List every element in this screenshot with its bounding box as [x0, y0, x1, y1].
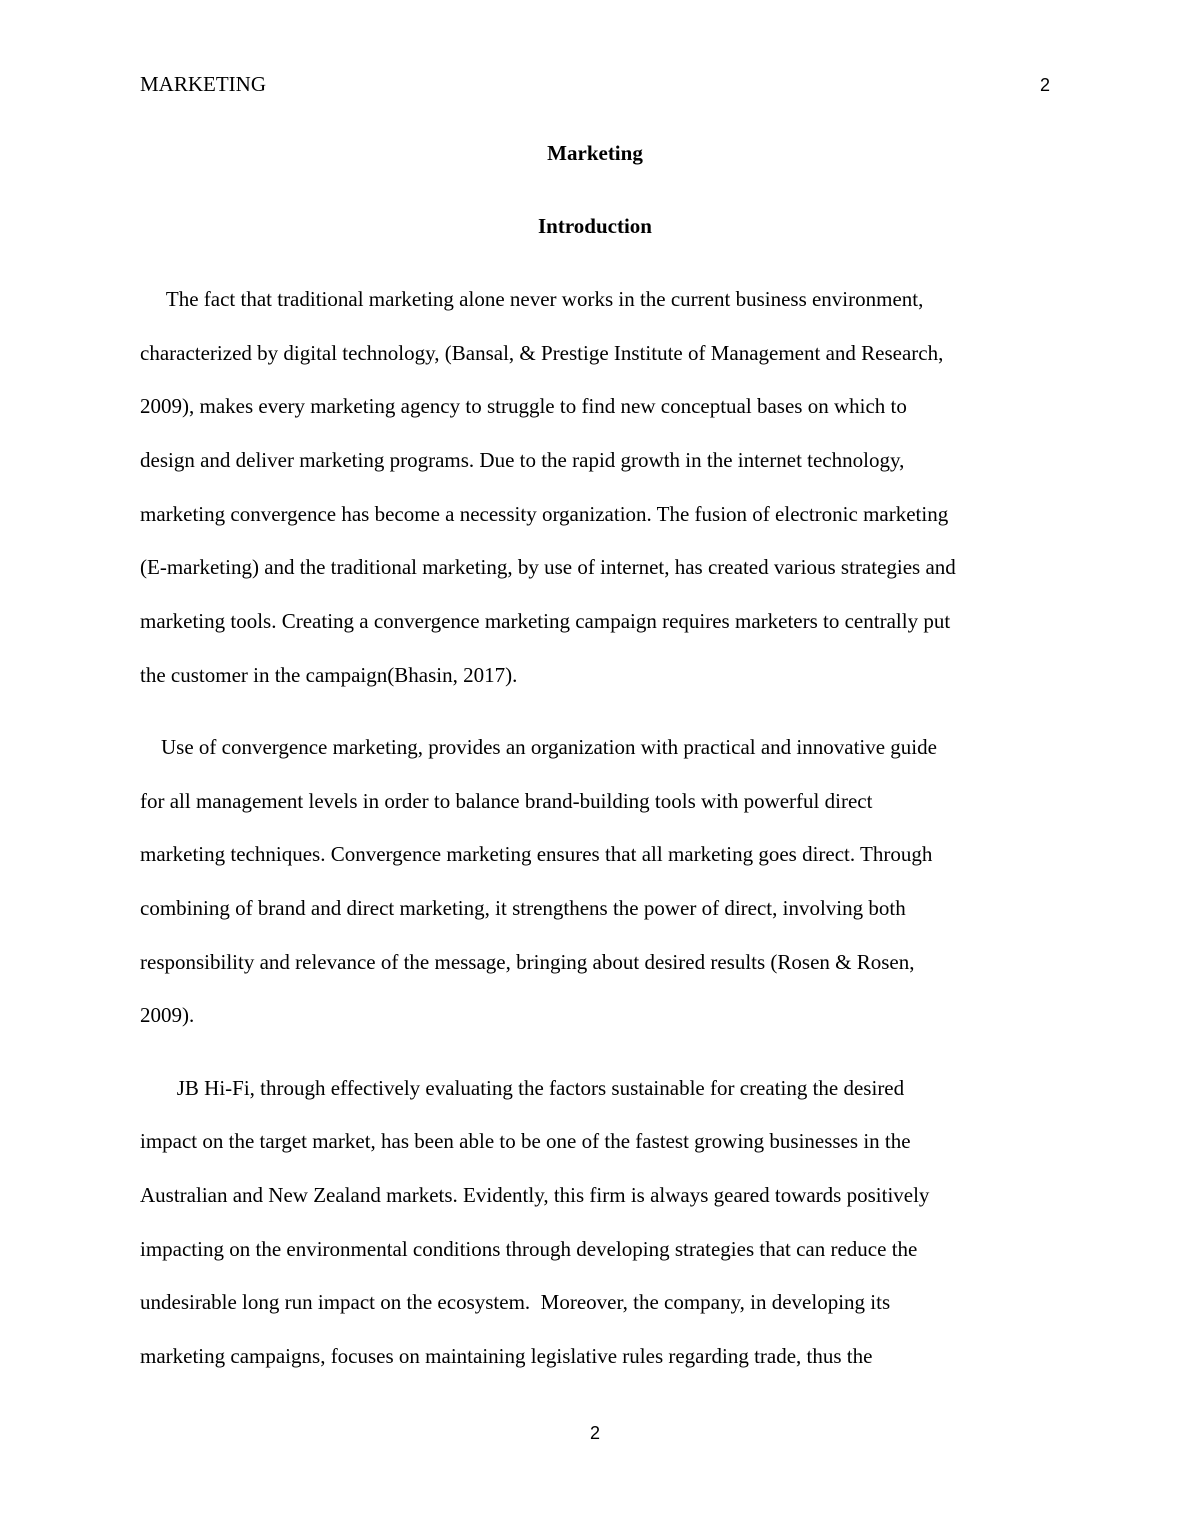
- text-line: marketing convergence has become a necessity organization. The fusion of electronic marketing: [140, 501, 949, 526]
- running-head: MARKETING: [140, 72, 266, 96]
- text-line: the customer in the campaign(Bhasin, 2017).: [140, 662, 518, 687]
- text-line: JB Hi-Fi, through effectively evaluating the factors sustainable for creating the desired: [140, 1075, 905, 1100]
- text-line: responsibility and relevance of the message, bringing about desired results (Rosen & Rosen,: [140, 949, 915, 974]
- footer-page-number: 2: [589, 1423, 600, 1443]
- text-line: marketing techniques. Convergence marketing ensures that all marketing goes direct. Through: [140, 842, 933, 867]
- text-line: combining of brand and direct marketing, it strengthens the power of direct, involving both: [140, 896, 906, 921]
- text-line: impacting on the environmental conditions through developing strategies that can reduce the: [140, 1236, 918, 1261]
- text-line: (E-marketing) and the traditional marketing, by use of internet, has created various strategies and: [140, 555, 956, 580]
- text-line: Australian and New Zealand markets. Evidently, this firm is always geared towards positively: [140, 1183, 930, 1207]
- text-line: 2009), makes every marketing agency to struggle to find new conceptual bases on which to: [140, 394, 907, 419]
- header-page-number: 2: [1039, 75, 1050, 95]
- text-line: The fact that traditional marketing alone never works in the current business environment,: [140, 287, 924, 311]
- text-line: impact on the target market, has been able to be one of the fastest growing businesses in the: [140, 1129, 911, 1154]
- document-body: [140, 273, 1060, 1402]
- paragraph: [140, 273, 1060, 703]
- document-title: Marketing: [547, 141, 643, 165]
- text-line: design and deliver marketing programs. Due to the rapid growth in the internet technology,: [140, 448, 905, 473]
- text-line: marketing tools. Creating a convergence marketing campaign requires marketers to centrally put: [140, 609, 951, 634]
- section-heading: Introduction: [538, 214, 652, 238]
- paragraph: [140, 721, 1060, 1043]
- text-line: undesirable long run impact on the ecosystem. Moreover, the company, in developing its: [140, 1290, 891, 1315]
- text-line: marketing campaigns, focuses on maintaining legislative rules regarding trade, thus the: [140, 1344, 873, 1369]
- text-line: characterized by digital technology, (Bansal, & Prestige Institute of Management and Research,: [140, 340, 944, 365]
- text-line: Use of convergence marketing, provides an organization with practical and innovative guide: [140, 735, 937, 759]
- paragraph: [140, 1062, 1060, 1384]
- text-line: 2009).: [140, 1003, 195, 1028]
- text-line: for all management levels in order to balance brand-building tools with powerful direct: [140, 788, 873, 813]
